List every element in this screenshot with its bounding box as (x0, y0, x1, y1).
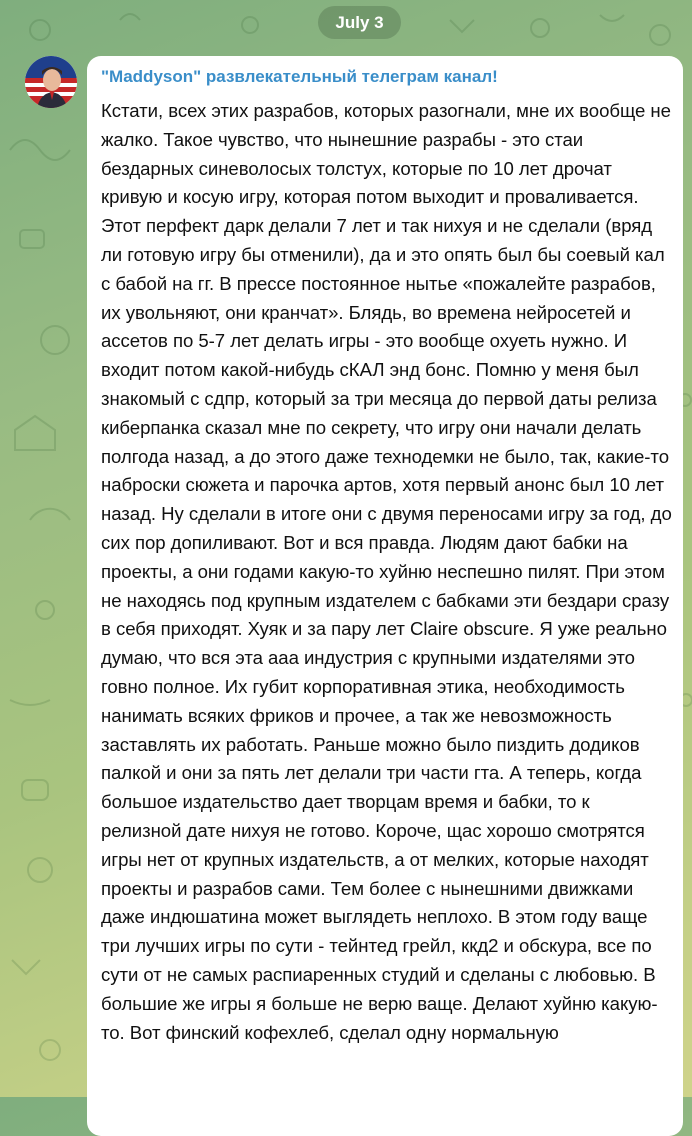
avatar-image (25, 56, 77, 108)
date-separator: July 3 (318, 6, 401, 39)
message-text: Кстати, всех этих разрабов, которых разогнали, мне их вообще не жалко. Такое чувство, что нынешние разрабы - это стаи бездарных синеволосых толстух, которые по 10 лет дрочат кривую и косую игру, которая потом выходит и проваливается. Этот перфект дарк делали 7 лет и так нихуя и не сделали (вряд ли готовую игру бы отменили), да и это опять был бы соевый кал с бабой на гг. В прессе постоянное нытье «пожалейте разрабов, их увольняют, они кранчат». Блядь, во времена нейросетей и ассетов по 5-7 лет делать игры - это вообще охуеть нужно. И входит потом какой-нибудь сКАЛ энд бонс. Помню у меня был знакомый с сдпр, который за три месяца до первой даты релиза киберпанка сказал мне по секрету, что игру они начали делать полгода назад, а до этого даже технодемки не было, так, какие-то наброски сюжета и парочка артов, хотя первый анонс был 10 лет назад. Ну сделали в итоге они с двумя переносами игру за год, до сих пор допиливают. Вот и вся правда. Людям дают бабки на проекты, а они годами какую-то хуйню неспешно пилят. При этом не находясь под крупным издателем с бабками эти бездари сразу в себя приходят. Хуяк и за пару лет Claire obscure. Я уже реально думаю, что вся эта ааа индустрия с крупными издателями это говно полное. Их губит корпоративная этика, необходимость нанимать всяких фриков и прочее, а так же невозможность заставлять их работать. Раньше можно было пиздить додиков палкой и они за пять лет делали три части гта. А теперь, когда большое издательство дает творцам время и бабки, то к релизной дате нихуя не готово. Короче, щас хорошо смотрятся игры нет от крупных издательств, а от мелких, которые находят проекты и разрабов сами. Тем более с нынешними движками даже индюшатина может выглядеть неплохо. В этом году ваще три лучших игры по сути - тейнтед грейл, ккд2 и обскура, все по сути от не самых распиаренных студий и сделаны с любовью. В большие же игры я больше не верю ваще. Делают хуйню какую-то. Вот финский кофехлеб, сделал одну нормальную (101, 100, 677, 1043)
channel-name[interactable]: "Maddyson" развлекательный телеграм канал! (101, 67, 498, 86)
message-bubble[interactable] (87, 56, 683, 1136)
channel-avatar[interactable] (25, 56, 77, 108)
